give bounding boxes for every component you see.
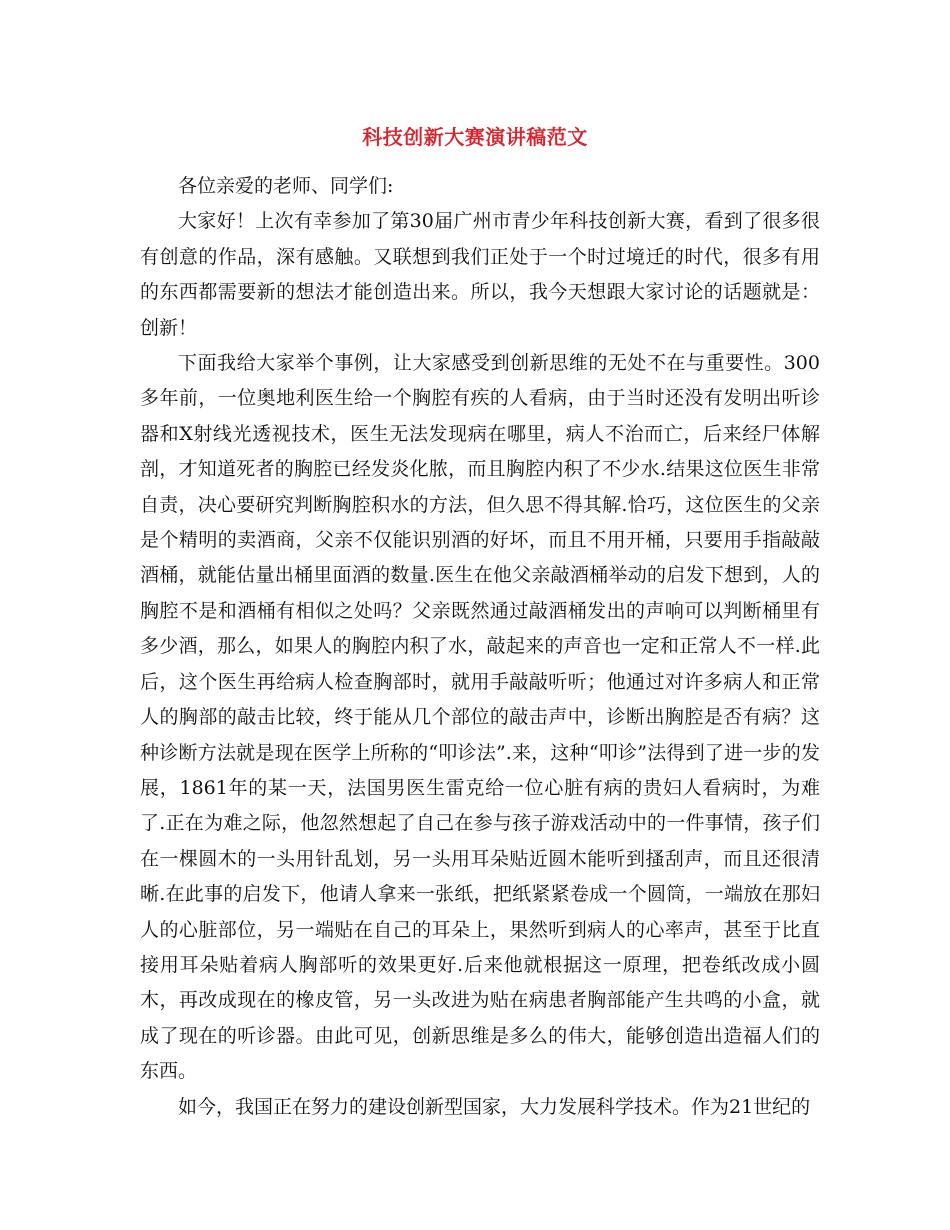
- document-body: [140, 169, 820, 1125]
- page-title: 科技创新大赛演讲稿范文: [362, 125, 588, 149]
- paragraph-2: 下面我给大家举个事例，让大家感受到创新思维的无处不在与重要性。300多年前，一位奥地利医生给一个胸腔有疾的人看病，由于当时还没有发明出听诊器和X射线光透视技术，医生无法发现病在哪里，病人不治而亡，后来经尸体解剖，才知道死者的胸腔已经发炎化脓，而且胸腔内积了不少水.结果这位医生非常自责，决心要研究判断胸腔积水的方法，但久思不得其解.恰巧，这位医生的父亲是个精明的卖酒商，父亲不仅能识别酒的好坏，而且不用开桶，只要用手指敲敲酒桶，就能估量出桶里面酒的数量.医生在他父亲敲酒桶举动的启发下想到，人的胸腔不是和酒桶有相似之处吗？父亲既然通过敲酒桶发出的声响可以判断桶里有多少酒，那么，如果人的胸腔内积了水，敲起来的声音也一定和正常人不一样.此后，这个医生再给病人检查胸部时，就用手敲敲听听；他通过对许多病人和正常人的胸部的敲击比较，终于能从几个部位的敲击声中，诊断出胸腔是否有病？这种诊断方法就是现在医学上所称的“叩诊法”.来，这种“叩诊”法得到了进一步的发展，1861年的某一天，法国男医生雷克给一位心脏有病的贵妇人看病时，为难了.正在为难之际，他忽然想起了自己在参与孩子游戏活动中的一件事情，孩子们在一棵圆木的一头用针乱划，另一头用耳朵贴近圆木能听到搔刮声，而且还很清晰.在此事的启发下，他请人拿来一张纸，把纸紧紧卷成一个圆筒，一端放在那妇人的心脏部位，另一端贴在自己的耳朵上，果然听到病人的心率声，甚至于比直接用耳朵贴着病人胸部听的效果更好.后来他就根据这一原理，把卷纸改成小圆木，再改成现在的橡皮管，另一头改进为贴在病患者胸部能产生共鸣的小盒，就成了现在的听诊器。由此可见，创新思维是多么的伟大，能够创造出造福人们的东西。: [140, 352, 820, 1083]
- paragraph-3: 如今，我国正在努力的建设创新型国家，大力发展科学技术。作为21世纪的: [178, 1095, 811, 1118]
- paragraph-1: 大家好！上次有幸参加了第30届广州市青少年科技创新大赛，看到了很多很有创意的作品，深有感触。又联想到我们正处于一个时过境迁的时代，很多有用的东西都需要新的想法才能创造出来。所以，我今天想跟大家讨论的话题就是：创新！: [140, 210, 820, 339]
- salutation: 各位亲爱的老师、同学们:: [178, 175, 394, 197]
